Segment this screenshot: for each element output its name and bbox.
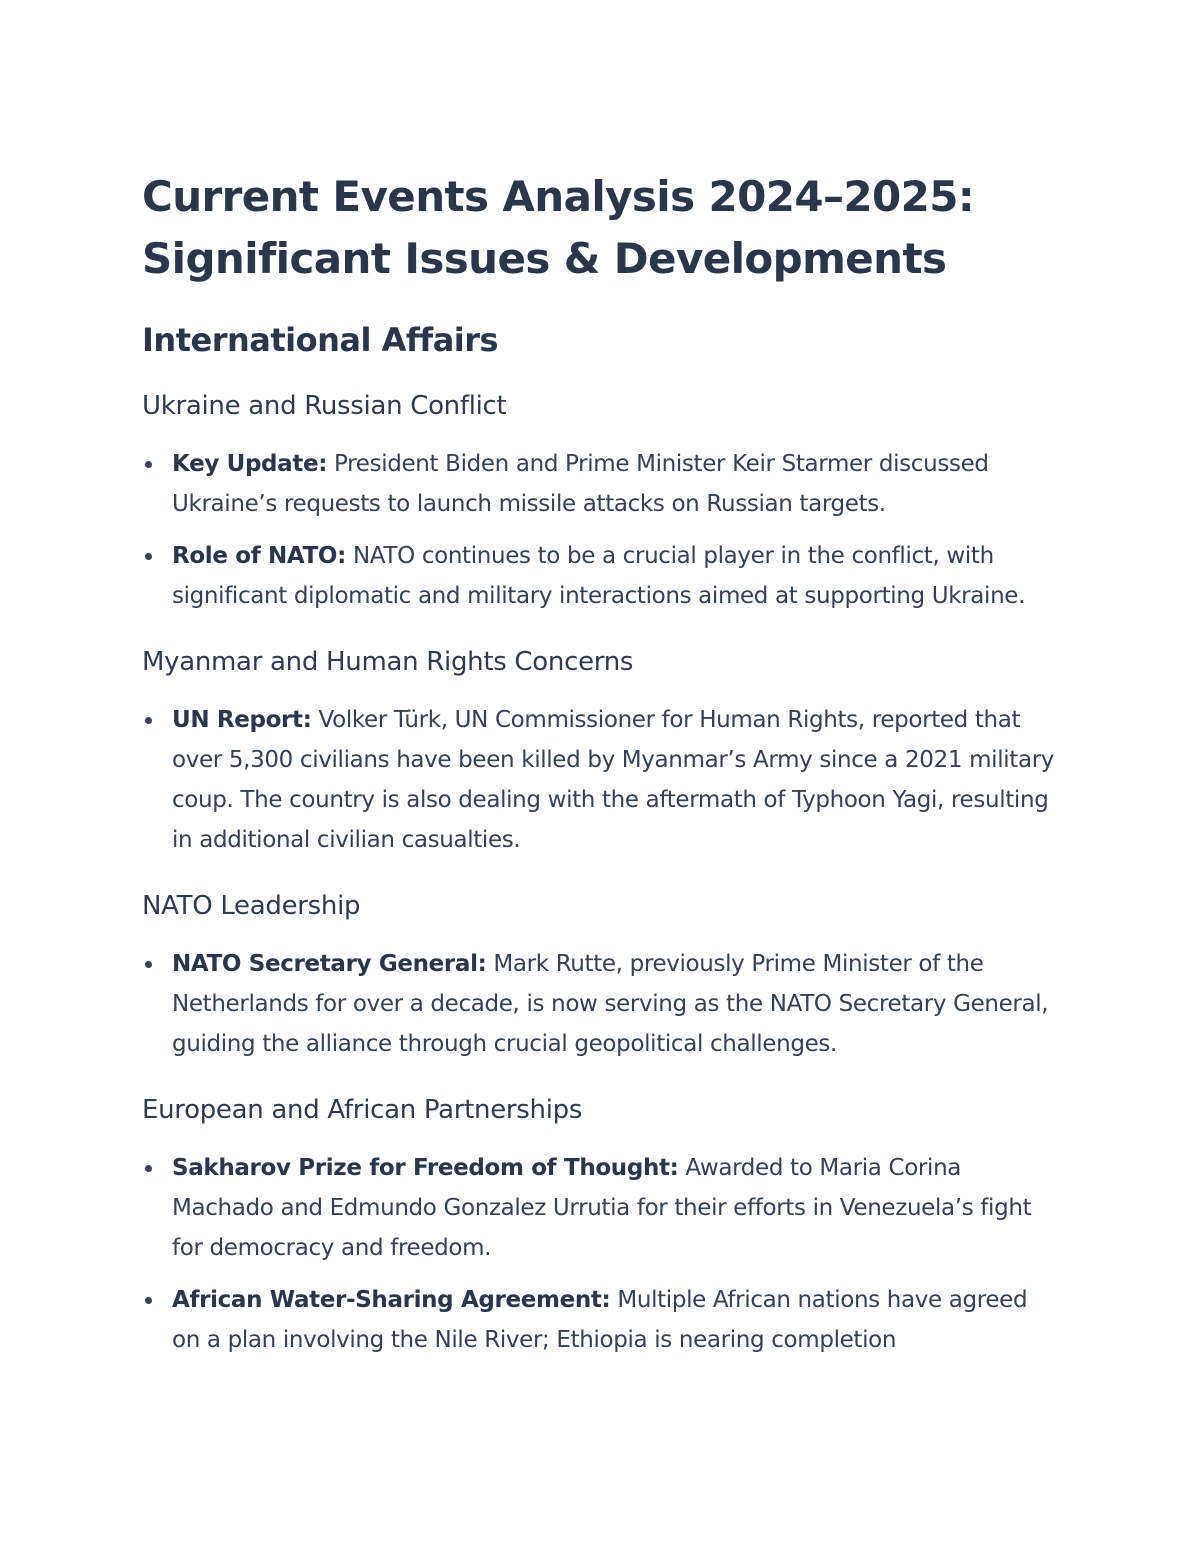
item-text: Volker Türk, UN Commissioner for Human Rights, reported that over 5,300 civilians have been killed by Myanmar’s Army since a 2021 military coup. The country is also dealing with the aftermath of Typhoon Yagi, resulting in additional civilian casualties. — [172, 707, 1055, 853]
list-item — [142, 1148, 1062, 1268]
bullet-list-ukraine-russia — [142, 444, 1062, 616]
list-item — [142, 1280, 1062, 1360]
list-item — [142, 536, 1062, 616]
item-text: President Biden and Prime Minister Keir Starmer discussed Ukraine’s requests to launch missile attacks on Russian targets. — [172, 451, 989, 517]
section-heading-international-affairs: International Affairs — [142, 321, 499, 359]
item-term: UN Report: — [172, 707, 312, 733]
item-text: Mark Rutte, previously Prime Minister of the Netherlands for over a decade, is now serving as the NATO Secretary General, guiding the alliance through crucial geopolitical challenges. — [172, 951, 1049, 1057]
item-term: NATO Secretary General: — [172, 951, 487, 977]
list-item — [142, 944, 1062, 1064]
bullet-icon — [145, 717, 152, 724]
item-term: African Water-Sharing Agreement: — [172, 1287, 611, 1313]
bullet-icon — [145, 461, 152, 468]
title-line-2: Significant Issues & Developments — [142, 234, 947, 283]
subsection-heading-myanmar: Myanmar and Human Rights Concerns — [142, 647, 634, 677]
bullet-list-myanmar — [142, 700, 1062, 860]
subsection-heading-ukraine-russia: Ukraine and Russian Conflict — [142, 391, 507, 421]
bullet-list-european-african — [142, 1148, 1062, 1360]
document-title — [142, 166, 1062, 290]
item-term: Key Update: — [172, 451, 328, 477]
list-item — [142, 444, 1062, 524]
bullet-list-nato-leadership — [142, 944, 1062, 1064]
item-text: Multiple African nations have agreed on a plan involving the Nile River; Ethiopia is nearing completion — [172, 1287, 1028, 1353]
bullet-icon — [145, 1165, 152, 1172]
bullet-icon — [145, 553, 152, 560]
item-term: Sakharov Prize for Freedom of Thought: — [172, 1155, 679, 1181]
item-text: NATO continues to be a crucial player in the conflict, with significant diplomatic and military interactions aimed at supporting Ukraine. — [172, 543, 1026, 609]
bullet-icon — [145, 961, 152, 968]
bullet-icon — [145, 1297, 152, 1304]
subsection-heading-nato-leadership: NATO Leadership — [142, 891, 361, 921]
subsection-heading-european-african: European and African Partnerships — [142, 1095, 583, 1125]
document-page — [142, 166, 1062, 1360]
title-line-1: Current Events Analysis 2024–2025: — [142, 172, 975, 221]
list-item — [142, 700, 1062, 860]
item-term: Role of NATO: — [172, 543, 346, 569]
item-text: Awarded to Maria Corina Machado and Edmundo Gonzalez Urrutia for their efforts in Venezuela’s fight for democracy and freedom. — [172, 1155, 1032, 1261]
